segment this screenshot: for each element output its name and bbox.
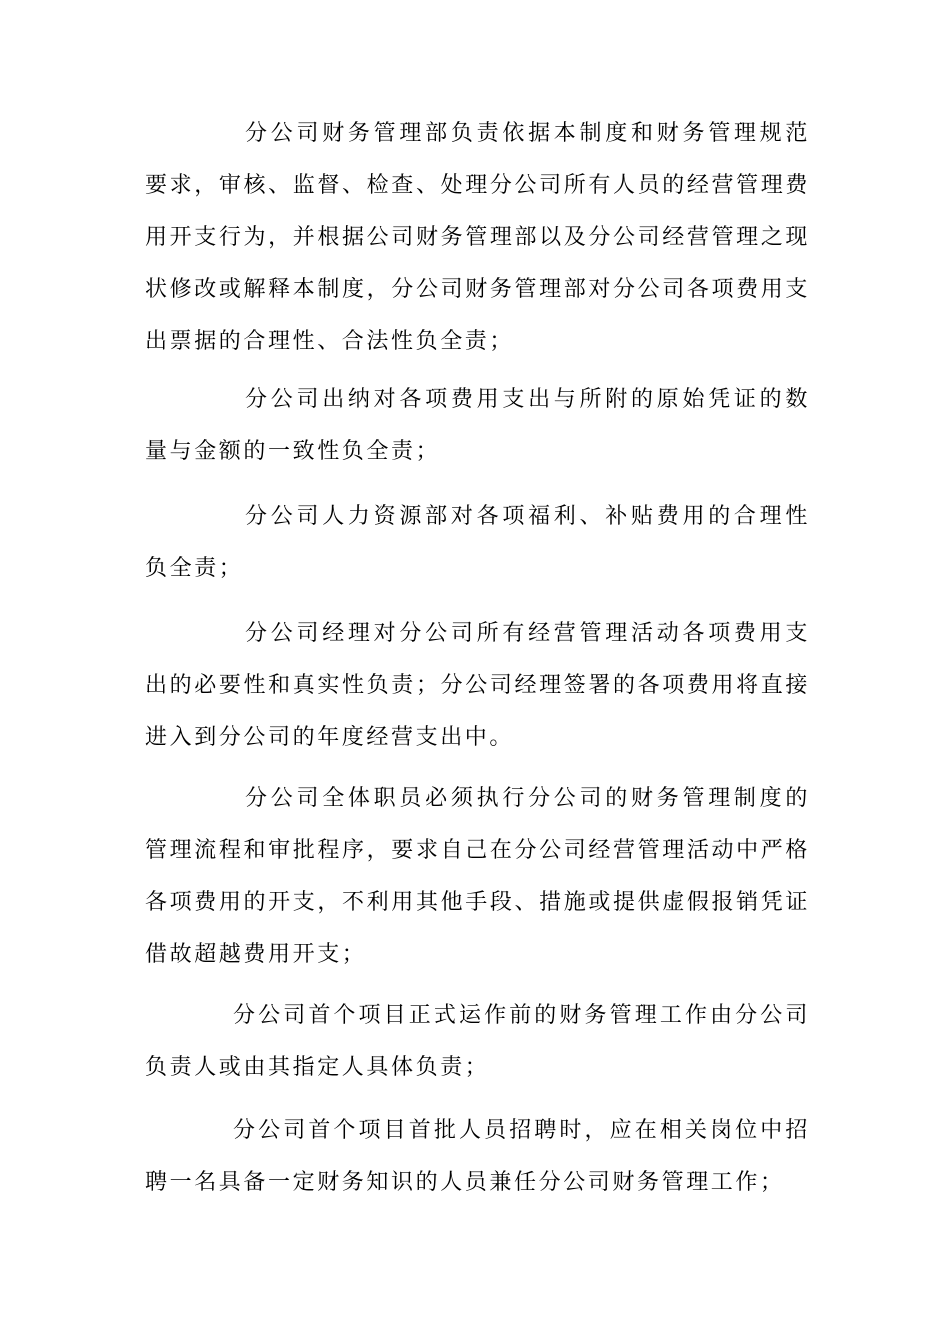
paragraph-first-project-finance: 分公司首个项目正式运作前的财务管理工作由分公司负责人或由其指定人具体负责； bbox=[145, 1003, 810, 1080]
paragraph-finance-department-duties: 分公司财务管理部负责依据本制度和财务管理规范要求，审核、监督、检查、处理分公司所有人员的经营管理费用开支行为，并根据公司财务管理部以及分公司经营管理之现状修改或解释本制度，分公司财务管理部对分公司各项费用支出票据的合理性、合法性负全责； bbox=[145, 121, 810, 354]
paragraph-first-hiring-finance: 分公司首个项目首批人员招聘时，应在相关岗位中招聘一名具备一定财务知识的人员兼任分公司财务管理工作； bbox=[145, 1118, 810, 1195]
paragraph-manager-duties: 分公司经理对分公司所有经营管理活动各项费用支出的必要性和真实性负责；分公司经理签署的各项费用将直接进入到分公司的年度经营支出中。 bbox=[145, 621, 810, 750]
paragraph-cashier-duties: 分公司出纳对各项费用支出与所附的原始凭证的数量与金额的一致性负全责； bbox=[145, 387, 810, 464]
paragraph-hr-duties: 分公司人力资源部对各项福利、补贴费用的合理性负全责； bbox=[145, 504, 810, 581]
paragraph-staff-duties: 分公司全体职员必须执行分公司的财务管理制度的管理流程和审批程序，要求自己在分公司经营管理活动中严格各项费用的开支，不利用其他手段、措施或提供虚假报销凭证借故超越费用开支； bbox=[145, 786, 810, 967]
